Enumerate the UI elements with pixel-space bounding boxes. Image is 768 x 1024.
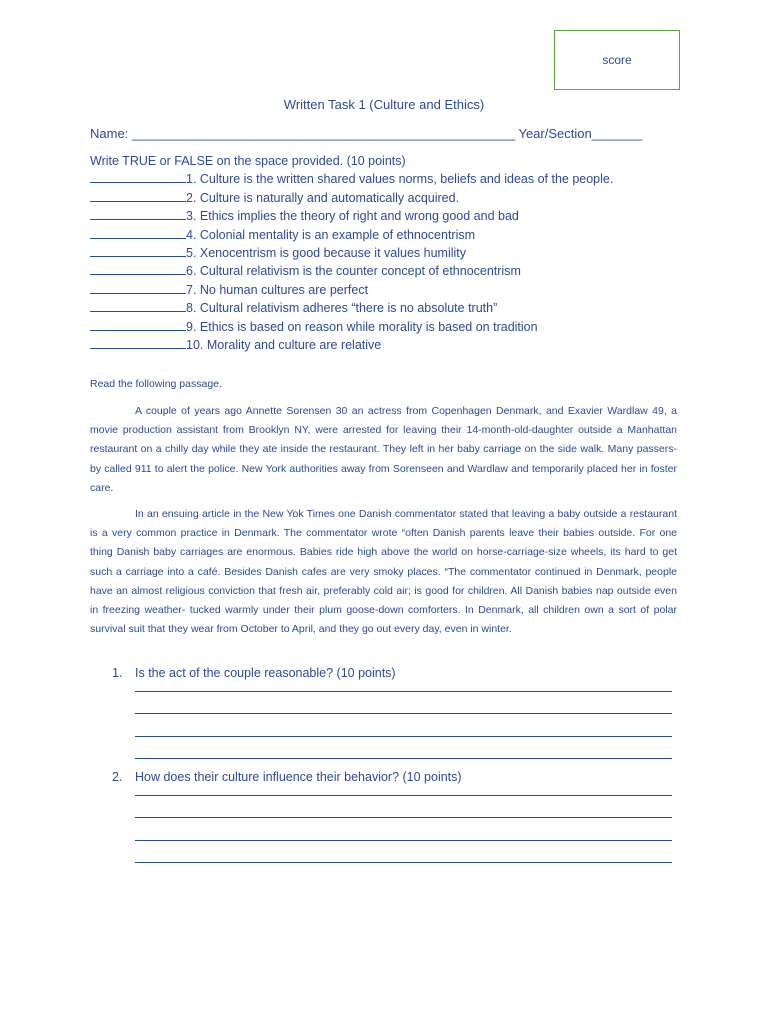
read-instruction: Read the following passage. <box>90 378 222 390</box>
answer-line[interactable] <box>135 735 672 737</box>
tf-item-text: 10. Morality and culture are relative <box>186 338 382 353</box>
answer-line[interactable] <box>135 861 672 863</box>
question-text: Is the act of the couple reasonable? (10 points) <box>135 666 396 680</box>
tf-item <box>90 281 613 299</box>
answer-line[interactable] <box>135 794 672 796</box>
answer-blank[interactable] <box>90 207 186 220</box>
score-box <box>554 30 680 90</box>
true-false-section <box>90 153 613 354</box>
tf-item <box>90 170 613 188</box>
answer-line[interactable] <box>135 816 672 818</box>
answer-blank[interactable] <box>90 244 186 257</box>
tf-item <box>90 336 613 354</box>
answer-blank[interactable] <box>90 281 186 294</box>
question-2 <box>112 770 462 784</box>
answer-blank[interactable] <box>90 336 186 349</box>
question-text: How does their culture influence their behavior? (10 points) <box>135 770 462 784</box>
answer-area-1[interactable] <box>135 690 672 779</box>
answer-blank[interactable] <box>90 318 186 331</box>
question-1 <box>112 666 396 680</box>
passage-paragraph: A couple of years ago Annette Sorensen 30 an actress from Copenhagen Denmark, and Exavier Wardlaw 49, a movie production assistant from Brooklyn NY, were arrested for leaving their 14-month-old-daughter outside a Manhattan restaurant on a chilly day while they ate inside the restaurant. They left in her baby carriage on the side walk. Many passers-by called 911 to alert the police. New York authorities away from Sorenseen and Wardlaw and temporarily placed her in foster care. <box>90 405 677 494</box>
tf-item-text: 2. Culture is naturally and automatically acquired. <box>186 190 460 205</box>
tf-item-text: 4. Colonial mentality is an example of ethnocentrism <box>186 227 476 242</box>
tf-item <box>90 207 613 225</box>
answer-line[interactable] <box>135 839 672 841</box>
tf-item-text: 1. Culture is the written shared values norms, beliefs and ideas of the people. <box>186 172 614 187</box>
answer-line[interactable] <box>135 712 672 714</box>
tf-item <box>90 226 613 244</box>
tf-item <box>90 189 613 207</box>
answer-blank[interactable] <box>90 189 186 202</box>
answer-line[interactable] <box>135 690 672 692</box>
tf-item-text: 7. No human cultures are perfect <box>186 282 369 297</box>
score-label: score <box>602 53 632 67</box>
name-year-section-line: Name: _____________________________________________________ Year/Section_______ <box>90 126 643 141</box>
answer-blank[interactable] <box>90 170 186 183</box>
tf-item-text: 5. Xenocentrism is good because it values humility <box>186 246 467 261</box>
tf-item <box>90 262 613 280</box>
tf-item-text: 8. Cultural relativism adheres “there is no absolute truth” <box>186 301 498 316</box>
answer-blank[interactable] <box>90 226 186 239</box>
passage-paragraph: In an ensuing article in the New Yok Times one Danish commentator stated that leaving a baby outside a restaurant is a very common practice in Denmark. The commentator wrote “often Danish parents leave their babies outside. For one thing Danish baby carriages are enormous. Babies ride high above the world on horse-carriage-size wheels, its hard to get such a carriage into a café. Besides Danish cafes are very smoky places. “The commentator continued in Denmark, people have an almost religious conviction that fresh air, preferably cold air; is good for children. All Danish babies nap outside even in freezing weather- tucked warmly under their plum goose-down comforters. In Denmark, all children own a sort of polar survival suit that they wear from October to April, and they go out every day, even in winter. <box>90 508 677 636</box>
tf-item-text: 3. Ethics implies the theory of right and wrong good and bad <box>186 209 519 224</box>
tf-item <box>90 244 613 262</box>
tf-item-text: 6. Cultural relativism is the counter concept of ethnocentrism <box>186 264 521 279</box>
answer-blank[interactable] <box>90 262 186 275</box>
instructions: Write TRUE or FALSE on the space provided. (10 points) <box>90 154 406 168</box>
answer-line[interactable] <box>135 757 672 759</box>
answer-blank[interactable] <box>90 299 186 312</box>
question-number: 2. <box>112 770 123 784</box>
answer-area-2[interactable] <box>135 794 672 883</box>
tf-item <box>90 318 613 336</box>
question-number: 1. <box>112 666 123 680</box>
tf-item <box>90 299 613 317</box>
tf-item-text: 9. Ethics is based on reason while morality is based on tradition <box>186 319 538 334</box>
page-title: Written Task 1 (Culture and Ethics) <box>283 97 485 112</box>
